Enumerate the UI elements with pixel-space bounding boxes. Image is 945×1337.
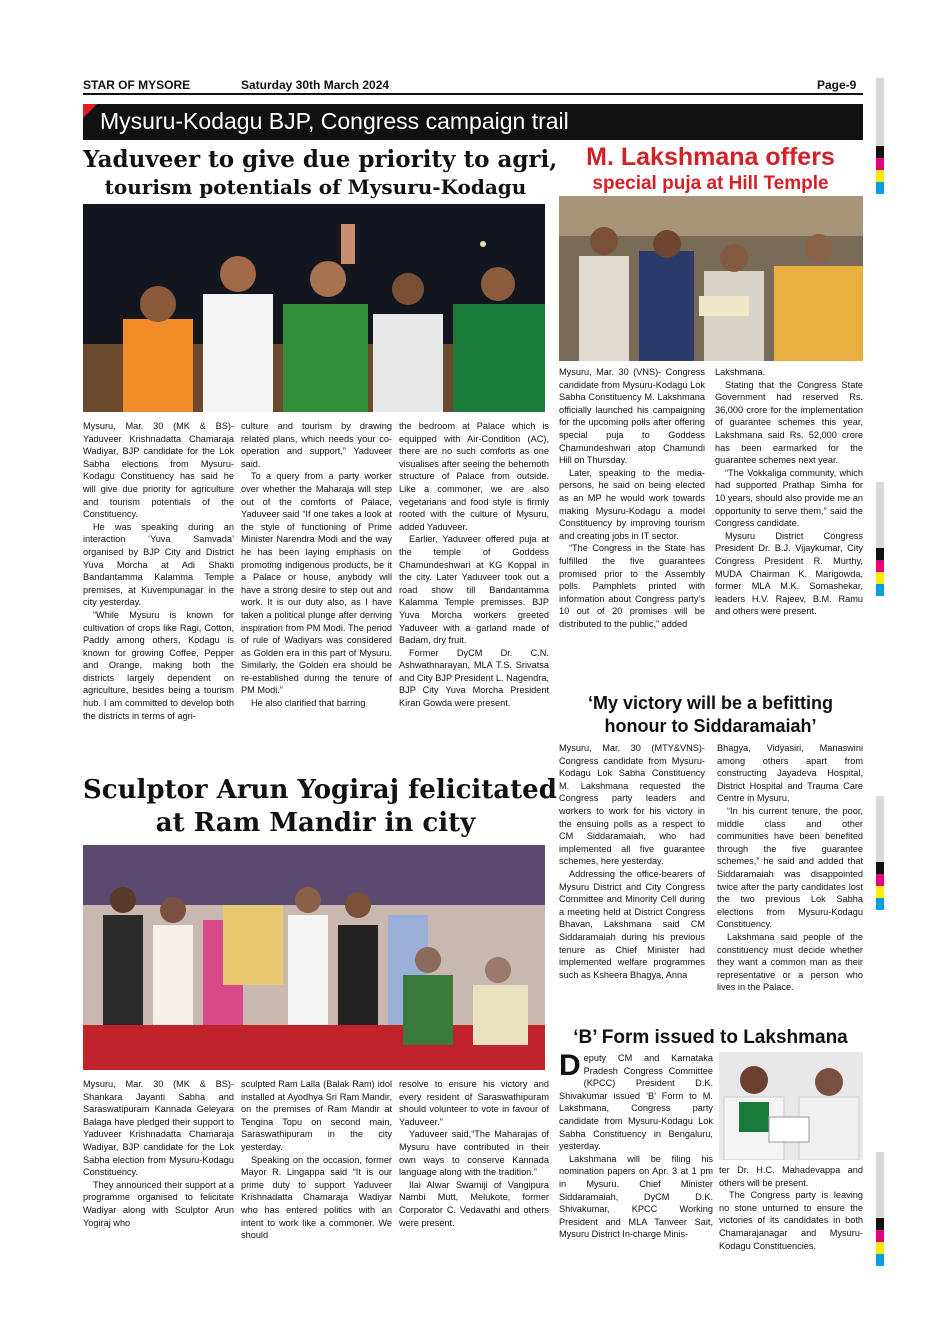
article3-headline-line2: honour to Siddaramaiah’	[604, 716, 817, 736]
cmyk-marks	[876, 1218, 884, 1266]
article5-column-2	[719, 1164, 863, 1264]
article4-column-3	[399, 1078, 549, 1263]
article1-headline-line2: tourism potentials of Mysuru-Kodagu	[104, 175, 527, 199]
article1-col2-para: To a query from a party worker over whether the Maharaja will step out of the comforts of Palace, Yaduveer said “If one takes a look at the style of functioning of Prime Minister Narendra Modi and the way he has been laying emphasis on promoting indigenous products, be it a Palace or house, anybody will have a strong desire to step out and work. It is our duty also, as I have taken a political plunge after deriving inspiration from PM Modi. The period of rule of Wadiyars was considered as Golden era in this part of Mysuru. Similarly, the Golden era should be re-established during the tenure of PM Modi.”	[241, 471, 392, 696]
banner-title: Mysuru-Kodagu BJP, Congress campaign trail	[100, 108, 569, 134]
registration-bar	[876, 1152, 884, 1218]
page-number: Page-9	[817, 78, 857, 92]
article1-col2-para: He also clarified that barring	[251, 698, 366, 709]
article4-headline-line2: at Ram Mandir in city	[155, 808, 476, 838]
article4-col1-para: They announced their support at a programme organised to felicitate Wadiyar along with Sculptor Arun Yogiraj who	[83, 1179, 234, 1228]
article3-column-2	[717, 742, 863, 1022]
article2-photo	[559, 196, 863, 361]
article1-col1-para: Mysuru, Mar. 30 (MK & BS)- Yaduveer Krishnadatta Chamaraja Wadiyar, BJP candidate for the Lok Sabha elections from Mysuru-Kodagu Constituency has said he will give due priority for agriculture and tourism potentials of the Constituency.	[83, 421, 234, 520]
article2-col2-para: “The Vokkaliga community, which had supported Prathap Simha for 10 years, should also provide me an opportunity to serve them,” said the Congress candidate.	[715, 467, 863, 529]
article5-headline: ‘B’ Form issued to Lakshmana	[573, 1027, 848, 1048]
article5-col1-para: eputy CM and Karnataka Pradesh Congress Committee (KPCC) President D.K. Shivakumar issued ‘B’ Form to M. Lakshmana, Congress party candidate from Mysuru-Kodagu Lok Sabha Constituency in Bengaluru, yesterday.	[559, 1053, 713, 1152]
article2-col1-para: “The Congress in the State has fulfilled the five guarantees promised prior to the Assembly polls. Pamphlets printed with information about Congress party’s 10 out of 20 promises will be distributed to the public,” added	[559, 543, 705, 629]
article5-col2-para: The Congress party is leaving no stone unturned to ensure the victories of its candidates in both Chamarajanagar and Mysuru-Kodagu Constituencies.	[719, 1190, 863, 1251]
article2-column-2	[715, 366, 863, 690]
header-rule	[83, 93, 863, 95]
article3-col2-para: Bhagya, Vidyasiri, Manaswini among others apart from constructing Jayadeva Hospital, District Hospital and Trauma Care Centre in Mysuru.	[717, 743, 863, 804]
article2-col2-para: Lakshmana.	[715, 367, 766, 377]
article1-col3-para: Earlier, Yaduveer offered puja at the temple of Goddess Chamundeshwari at KG Koppal in the city. Later Yaduveer took out a road show till Bandantamma Kalamma Temple premisses. BJP Yuva Morcha workers greeted Yaduveer with a garland made of Badam, dry fruit.	[399, 534, 549, 646]
article4-column-2	[241, 1078, 392, 1263]
article1-headline-line1: Yaduveer to give due priority to agri,	[83, 146, 558, 173]
article4-photo	[83, 845, 545, 1070]
article1-photo	[83, 204, 545, 412]
paper-name: STAR OF MYSORE	[83, 78, 191, 92]
article5-dropcap: D	[559, 1052, 581, 1082]
cmyk-marks	[876, 146, 884, 194]
article4-col3-para: resolve to ensure his victory and every resident of Saraswathipuram should volunteer to vote in favour of Yaduveer.”	[399, 1079, 549, 1127]
registration-bar	[876, 796, 884, 862]
article1-column-2	[241, 420, 392, 770]
article3-col1-para: Addressing the office-bearers of Mysuru District and City Congress Committee and Minority Cell during a meeting held at District Congress Bhavan, Lakshmana said CM Siddaramaiah during his previous tenure as Chief Minister had implemented welfare programmes such as Ksheera Bhagya, Anna	[559, 868, 705, 980]
article4-headline-line1: Sculptor Arun Yogiraj felicitated	[83, 775, 557, 805]
banner-accent	[83, 104, 97, 118]
article3-col1-para: Mysuru, Mar. 30 (MTY&VNS)- Congress candidate from Mysuru-Kodagu Lok Sabha Constituency M. Lakshmana requested the Congress party leaders and workers to work for his victory in the ensuing polls as a respect to CM Siddaramaiah, who had implemented all five guarantee schemes, here yesterday.	[559, 743, 705, 867]
article2-column-1	[559, 366, 705, 690]
article5-photo	[719, 1052, 863, 1160]
article2-headline-line2: special puja at Hill Temple	[592, 173, 829, 194]
article2-col2-para: Stating that the Congress State Government had reserved Rs. 36,000 crore for the implementation of guarantee schemes this year, Lakshmana said Rs. 52,000 crore has been earmarked for the guarantee schemes next year.	[715, 379, 863, 466]
article5-col2-para: ter Dr. H.C. Mahadevappa and others will be present.	[719, 1165, 863, 1188]
article2-headline-line1: M. Lakshmana offers	[586, 143, 835, 171]
article4-col3-para: Yaduveer said,“The Maharajas of Mysuru have contributed in their own ways to conserve Kannada language along with the tradition.”	[399, 1129, 549, 1178]
article1-col2-para: culture and tourism by drawing related plans, which needs your co-operation and support,” Yaduveer said.	[241, 421, 392, 469]
article2-col1-para: Mysuru, Mar. 30 (VNS)- Congress candidate from Mysuru-Kodagu Lok Sabha Constituency M. Lakshmana officially launched his campaigning for the upcoming polls after offering special puja to Goddess Chamundeshwari atop Chamundi Hill on Thursday.	[559, 367, 705, 466]
article3-col2-para: “In his current tenure, the poor, middle class and other communities have been benefited through the five guarantee schemes,” he said and added that Siddaramaiah was disappointed twice after the party candidates lost the two previous Lok Sabha elections from Mysuru-Kodagu Constituency.	[717, 805, 863, 930]
article4-col3-para: Ilai Alwar Swamiji of Vangipura Nambi Mutt, Melukote, former Corporator C. Vedavathi and others were present.	[399, 1179, 549, 1228]
article3-col2-para: Lakshmana said people of the constituency must decide whether they want a common man as their representative or a person who lives in the Palace.	[717, 931, 863, 993]
cmyk-marks	[876, 548, 884, 596]
article3-headline-line1: ‘My victory will be a befitting	[587, 693, 834, 713]
article4-col2-para: Speaking on the occasion, former Mayor R. Lingappa said “It is our prime duty to support Yaduveer Krishnadatta Chamaraja Wadiyar who has entered politics with an intent to work like a commoner. We should	[241, 1154, 392, 1241]
article1-col3-para: the bedroom at Palace which is equipped with Air-Condition (AC), there are no such comforts as one visualises after seeing the behemoth structure of Palace from outside. Like a commoner, we are also vegetarians and food style is firmly rooted with the culture of Mysuru, added Yaduveer.	[399, 421, 549, 532]
article2-col2-para: Mysuru District Congress President Dr. B.J. Vijaykumar, City Congress President R. Murthy, MUDA Chairman K. Marigowda, former MLA M.K. Somashekar, leaders H.V. Rajeev, B.M. Ramu and others were present.	[715, 530, 863, 617]
issue-date: Saturday 30th March 2024	[241, 78, 390, 92]
article3-column-1	[559, 742, 705, 1022]
article1-column-1	[83, 420, 234, 770]
article1-column-3	[399, 420, 549, 770]
article4-col2-para: sculpted Ram Lalla (Balak Ram) idol installed at Ayodhya Sri Ram Mandir, on the premises of Ram Mandir at Tengina Topu on second main, Saraswathipuram in the city yesterday.	[241, 1079, 392, 1152]
article1-col1-para: He was speaking during an interaction ‘Yuva Samvada’ organised by BJP City and District Yuva Morcha at Adi Shakti Bandantamma Kalamma Temple premises, at Kuvempunagar in the city yesterday.	[83, 521, 234, 608]
article4-column-1	[83, 1078, 234, 1263]
article5-col1-para: Lakshmana will be filing his nomination papers on Apr. 3 at 1 pm in Mysuru. Chief Minister Siddaramaiah, DyCM D.K. Shivakumar, KPCC Working President and MLA Tanveer Sait, Mysuru District In-charge Minis-	[559, 1153, 713, 1240]
article4-col1-para: Mysuru, Mar. 30 (MK & BS)- Shankara Jayanti Sabha and Saraswatipuram Kannada Geleyara Balaga have pledged their support to Yaduveer Krishnadatta Chamaraja Wadiyar, BJP candidate for the Lok Sabha election from Mysuru-Kodagu Constituency.	[83, 1079, 234, 1178]
article1-col1-para: “While Mysuru is known for cultivation of crops like Ragi, Cotton, Paddy among others, Kodagu is known for growing Coffee, Pepper and Orange, making both the districts largely dependent on agriculture, besides being a tourism hub. I am committed to develop both the districts in terms of agri-	[83, 609, 234, 721]
registration-bar	[876, 482, 884, 548]
article1-col3-para: Former DyCM Dr. C.N. Ashwathnarayan, MLA T.S. Srivatsa and City BJP President L. Nagendra, BJP City Yuva Morcha President Kiran Gowda were present.	[399, 647, 549, 709]
cmyk-marks	[876, 862, 884, 910]
article5-column-1	[559, 1052, 713, 1262]
article2-col1-para: Later, speaking to the media-persons, he said on being elected as an MP he would work towards making Mysuru-Kodagu a model Constituency by improving tourism and creating jobs in IT sector.	[559, 467, 705, 541]
registration-bar	[876, 78, 884, 146]
